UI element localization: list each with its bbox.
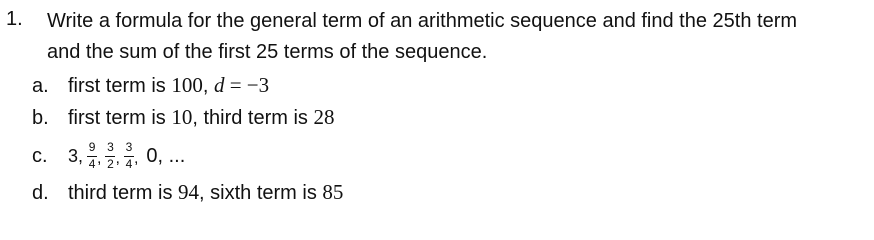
fraction-2 <box>104 141 116 171</box>
part-a-eq: = −3 <box>224 73 270 97</box>
part-d-text1: third term is <box>68 182 179 204</box>
part-b-value2: 28 <box>313 105 335 129</box>
problem-statement <box>47 6 867 68</box>
fraction-3-comma: , <box>133 150 139 167</box>
part-a <box>32 70 269 100</box>
part-d <box>32 177 343 207</box>
part-a-letter: a. <box>32 75 49 97</box>
fraction-2-comma: , <box>115 150 120 167</box>
part-d-value2: 85 <box>322 180 344 204</box>
fraction-3-numerator: 3 <box>125 140 133 154</box>
fraction-3 <box>123 141 135 171</box>
part-b-value1: 10 <box>171 105 193 129</box>
part-c-letter: c. <box>32 145 48 167</box>
fraction-1-denominator: 4 <box>88 157 96 171</box>
statement-line-2: and the sum of the first 25 terms of the sequence. <box>47 41 488 63</box>
part-b-letter: b. <box>32 107 49 129</box>
fraction-2-numerator: 3 <box>107 140 114 154</box>
part-b-text2: , third term is <box>192 107 314 129</box>
part-a-value: 100 <box>171 73 203 97</box>
fraction-2-denominator: 2 <box>107 157 114 171</box>
fraction-1 <box>86 141 98 171</box>
sequence <box>68 141 140 171</box>
sequence-first: 3, <box>68 146 84 166</box>
part-c <box>32 141 185 171</box>
fraction-3-denominator: 4 <box>125 157 133 171</box>
part-a-text: first term is <box>68 75 172 97</box>
fraction-1-comma: , <box>97 150 102 167</box>
part-a-var: d <box>213 73 225 97</box>
part-b <box>32 102 334 132</box>
problem-number: 1. <box>6 8 23 30</box>
statement-line-1: Write a formula for the general term of an arithmetic sequence and find the 25th term <box>47 10 798 32</box>
part-d-value1: 94 <box>178 180 200 204</box>
part-d-text2: , sixth term is <box>199 182 323 204</box>
fraction-1-numerator: 9 <box>88 140 96 154</box>
part-b-text1: first term is <box>68 107 172 129</box>
sequence-tail: 0, ... <box>146 145 186 167</box>
part-a-comma: , <box>202 75 214 97</box>
part-d-letter: d. <box>32 182 49 204</box>
